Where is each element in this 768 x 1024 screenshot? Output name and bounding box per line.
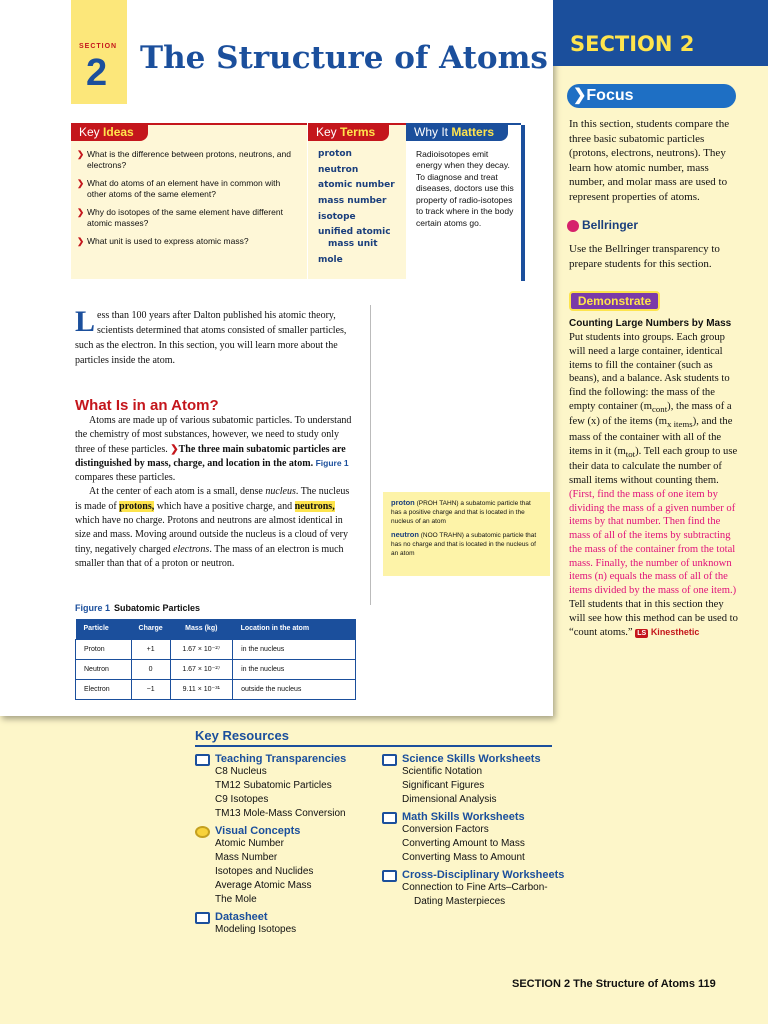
disc-icon <box>195 826 210 838</box>
key-ideas-box <box>71 123 307 279</box>
key-idea-item: ❯ What unit is used to express atomic mass? <box>77 236 301 247</box>
subatomic-particles-table: Particle Charge Mass (kg) Location in the atom Proton +1 1.67 × 10⁻²⁷ in the nucleus Neutron 0 1.67 × 10⁻²⁷ in the nucleus Electron −1 9.11 × 10⁻³¹ outside the nucleus <box>75 619 356 700</box>
worksheet-icon <box>195 912 210 924</box>
sidebar-title: SECTION 2 <box>570 32 695 56</box>
key-term: mass unit <box>328 239 378 250</box>
key-terms-box <box>308 123 406 279</box>
resource-item: Dimensional Analysis <box>402 794 497 805</box>
key-term: mole <box>318 254 343 265</box>
body-text: Atoms are made up of various subatomic particles. To understand the chemistry of most substances, however, we need to study only three of these particles. ❯The three main subatomic particles are distinguished by mass, charge, and location in the atom. Figure 1 compares these particles. At the center of each atom is a small, dense nucleus. The nucleus is made of protons, which have a positive charge, and neutrons, which have no charge. Protons and neutrons are almost identical in size and mass. Moving around outside the nucleus is a cloud of very tiny, negatively charged electrons. The mass of an electron is much smaller than that of a proton or neutron. <box>75 415 352 569</box>
transparency-icon <box>195 754 210 766</box>
resource-item: The Mole <box>215 894 257 905</box>
resource-item: TM12 Subatomic Particles <box>215 780 332 791</box>
page-title: The Structure of Atoms <box>140 40 548 76</box>
focus-text: In this section, students compare the three basic subatomic particles (protons, electrons, neutrons). They learn how atomic number, mass number, and molar mass are used to represent properties of atoms. <box>569 118 730 203</box>
column-divider <box>370 305 371 605</box>
worksheet-icon <box>382 812 397 824</box>
resource-item: Converting Mass to Amount <box>402 852 525 863</box>
resources-col-2 <box>382 753 564 909</box>
demo-text: Put students into groups. Each group will need a large container, identical items to fill the container (such as beans), and a balance. Ask students to find the following: the mass of the empty container $(m_{cont})$, the mass of a few (x) of the items $(m_{x items})$, and the mass of the container with all of the items in it $(m_{tot})$. Tell each group to use their data to calculate the number of small items without counting them. (First, find the mass of one item by dividing the mass of a given number of items by that number. Then find the mass of all of the items by subtracting the mass of the container from the total mass. Finally, the number of unknown items (n) equals the mass of all of the items divided by the mass of one item.) Tell students that in this section they will see how this method can be used to “count atoms.” LS Kinesthetic <box>569 332 738 638</box>
key-term: neutron <box>318 164 359 175</box>
key-idea-item: ❯ What do atoms of an element have in common with other atoms of the same element? <box>77 178 301 201</box>
figure-caption: Figure 1 Subatomic Particles <box>75 603 201 613</box>
figure-link[interactable]: Figure 1 <box>315 457 349 468</box>
why-it-matters-text: Radioisotopes emit energy when they decay. To diagnose and treat diseases, doctors use this property of radio-isotopes to track where in the body certain atoms go. <box>416 149 514 228</box>
key-idea-item: ❯ Why do isotopes of the same element have different atomic masses? <box>77 207 301 230</box>
resource-heading[interactable]: Teaching Transparencies <box>215 753 346 765</box>
key-term: isotope <box>318 211 356 222</box>
key-idea-item: ❯ What is the difference between protons, neutrons, and electrons? <box>77 149 301 172</box>
table-row: Neutron 0 1.67 × 10⁻²⁷ in the nucleus <box>76 659 356 679</box>
key-term: proton <box>318 149 352 159</box>
resource-item: Scientific Notation <box>402 766 483 777</box>
demo-heading: Counting Large Numbers by Mass <box>569 318 732 329</box>
resource-heading[interactable]: Visual Concepts <box>215 825 346 837</box>
focus-label: ❯Focus <box>567 84 736 108</box>
why-it-matters-box <box>406 123 521 279</box>
drop-cap: L <box>75 305 96 338</box>
worksheet-icon <box>382 870 397 882</box>
resource-heading[interactable]: Cross-Disciplinary Worksheets <box>402 869 564 881</box>
resource-item: Isotopes and Nuclides <box>215 866 314 877</box>
resource-item: Modeling Isotopes <box>215 924 297 935</box>
key-term: atomic number <box>318 180 395 191</box>
page-footer: SECTION 2 The Structure of Atoms 119 <box>512 978 716 990</box>
resource-heading[interactable]: Datasheet <box>215 911 346 923</box>
resource-item: Mass Number <box>215 852 278 863</box>
key-term: unified atomic <box>318 227 391 238</box>
key-resources-rule <box>195 745 552 747</box>
resource-item: Atomic Number <box>215 838 284 849</box>
intro-text: ess than 100 years after Dalton published his atomic theory, scientists determined that atoms consisted of smaller particles, such as the electron. In this section, you will learn more about the particles inside the atom. <box>75 310 347 366</box>
neutrons-term: neutrons, <box>294 500 335 512</box>
resources-col-1 <box>195 753 346 937</box>
table-row: Proton +1 1.67 × 10⁻²⁷ in the nucleus <box>76 639 356 659</box>
why-it-matters-tab: Why It Matters <box>406 123 508 141</box>
resource-item: Average Atomic Mass <box>215 880 312 891</box>
key-ideas-tab: Key Ideas <box>71 123 148 141</box>
box-edge <box>521 125 525 281</box>
section-label: SECTION <box>79 43 118 50</box>
resource-item: Significant Figures <box>402 780 485 791</box>
resource-heading[interactable]: Science Skills Worksheets <box>402 753 564 765</box>
intro-paragraph <box>75 305 357 368</box>
resource-item: Conversion Factors <box>402 824 489 835</box>
resource-heading[interactable]: Math Skills Worksheets <box>402 811 564 823</box>
resource-item: Dating Masterpieces <box>414 896 506 907</box>
resource-item: TM13 Mole-Mass Conversion <box>215 808 346 819</box>
section-heading: What Is in an Atom? <box>75 397 219 414</box>
resource-item: Converting Amount to Mass <box>402 838 525 849</box>
bellringer-label: Bellringer <box>567 218 638 232</box>
resource-item: Connection to Fine Arts–Carbon- <box>402 882 548 893</box>
demonstrate-label: Demonstrate <box>569 291 660 311</box>
bellringer-text: Use the Bellringer transparency to prepare students for this section. <box>569 243 720 270</box>
bell-icon <box>567 220 579 232</box>
worksheet-icon <box>382 754 397 766</box>
glossary-box: proton (PROH TAHN) a subatomic particle that has a positive charge and that is located in the nucleus of an atom neutron (NOO TRAHN) a subatomic particle that has no charge and that is located in the nucleus of an atom <box>383 492 550 576</box>
key-term: mass number <box>318 196 387 207</box>
ls-badge: LS <box>637 629 647 637</box>
protons-term: protons, <box>119 500 155 512</box>
kinesthetic-label: Kinesthetic <box>650 626 700 637</box>
key-resources-title: Key Resources <box>195 728 289 743</box>
resource-item: C9 Isotopes <box>215 794 269 805</box>
key-terms-tab: Key Terms <box>308 123 389 141</box>
resource-item: C8 Nucleus <box>215 766 267 777</box>
section-number: 2 <box>86 52 108 94</box>
table-row: Electron −1 9.11 × 10⁻³¹ outside the nucleus <box>76 679 356 699</box>
